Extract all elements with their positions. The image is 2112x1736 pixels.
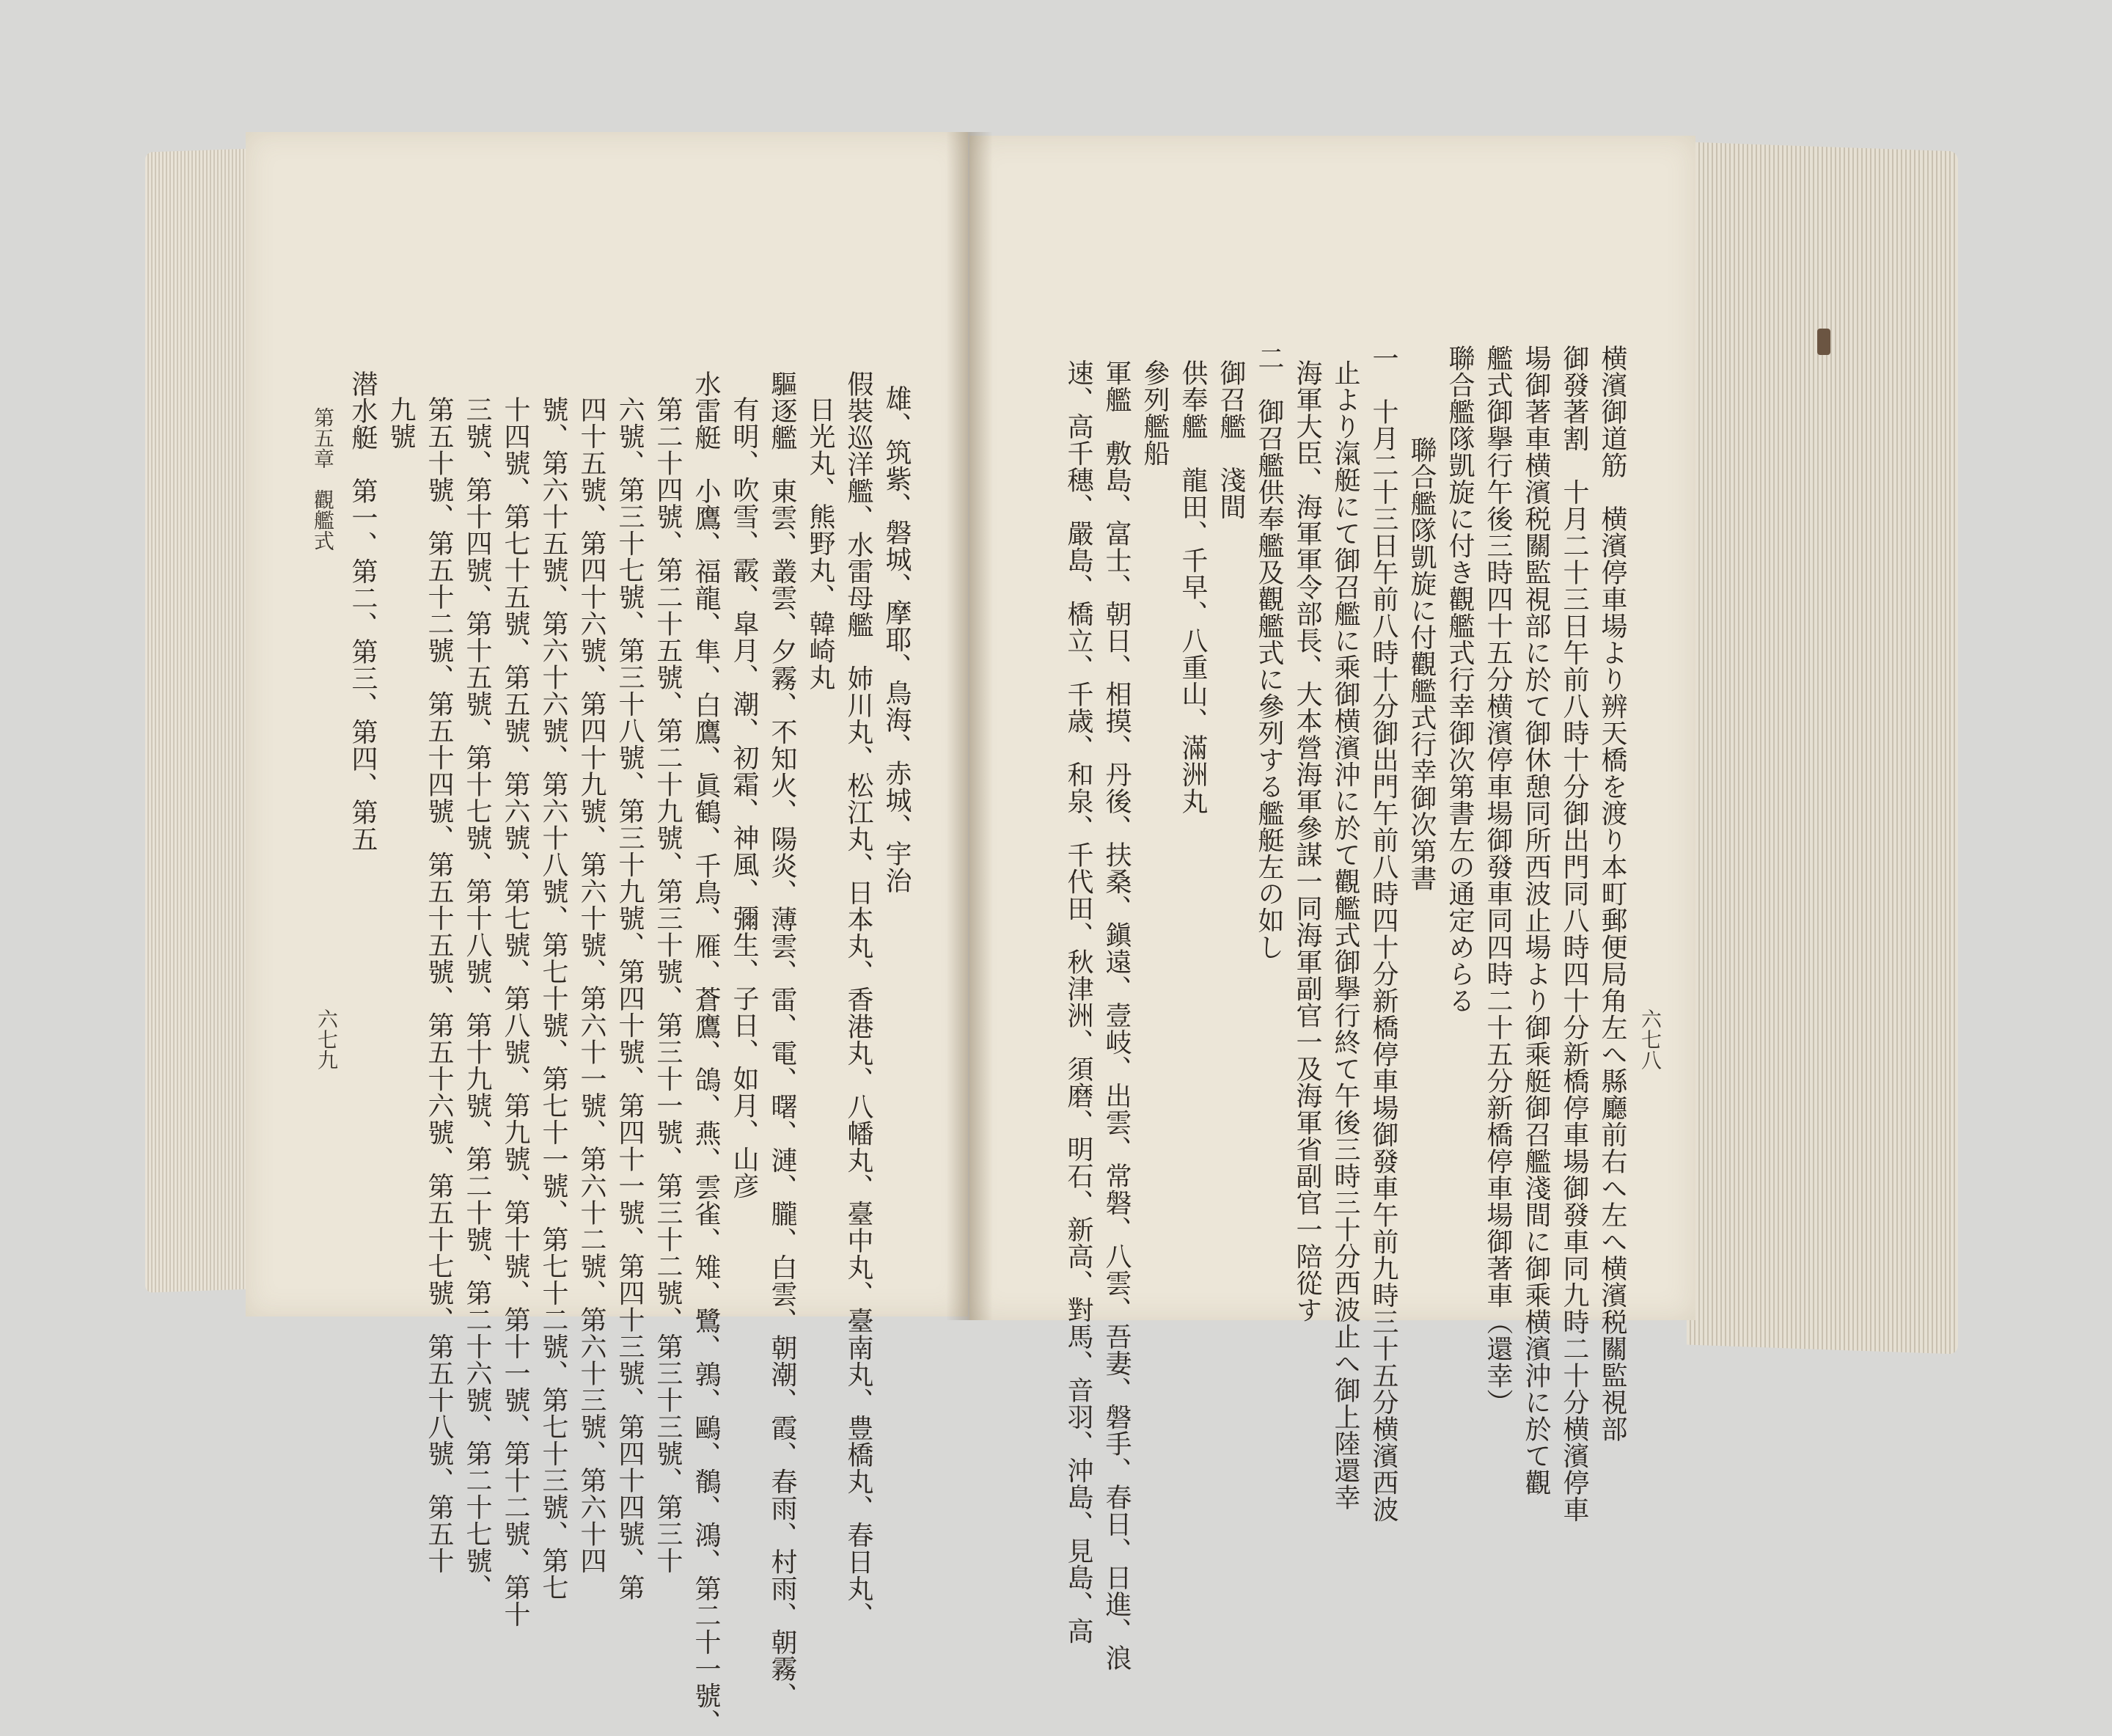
right-line-14: 軍艦 敷島、富士、朝日、相摸、丹後、扶桑、鎭遠、壹岐、出雲、常磐、八雲、吾妻、磐手、春日、日進、浪 (1101, 359, 1132, 1671)
paper-stain (1817, 329, 1830, 355)
left-line-4: 驅逐艦 東雲、叢雲、夕霧、不知火、陽炎、薄雲、雷、電、曙、漣、朧、白雲、朝潮、霞、春雨、村雨、朝霧、 (767, 370, 797, 1709)
right-line-3: 場御著車横濱税關監視部に於て御休憩同所西波止場より御乘艇御召艦淺間に御乘横濱沖に於て觀 (1521, 345, 1551, 1496)
left-line-3: 日光丸、熊野丸、韓崎丸 (805, 396, 835, 691)
left-line-1: 雄、筑紫、磐城、摩耶、鳥海、赤城、宇治 (881, 385, 912, 894)
left-line-5: 有明、吹雪、霰、皐月、潮、初霜、神風、彌生、子日、如月、山彦 (729, 396, 759, 1199)
left-line-7: 第二十四號、第二十五號、第二十九號、第三十號、第三十一號、第三十二號、第三十三號、第三十 (653, 396, 683, 1574)
left-line-8: 六號、第三十七號、第三十八號、第三十九號、第四十號、第四十一號、第四十三號、第四十四號、第 (615, 396, 645, 1601)
right-line-11: 御召艦 淺間 (1216, 359, 1246, 520)
right-line-8: 止より滊艇にて御召艦に乘御横濱沖に於て觀艦式御擧行終て午後三時三十分西波止へ御上陸還幸 (1330, 359, 1360, 1511)
left-running-header: 第五章 觀艦式 (311, 407, 335, 551)
right-line-4: 艦式御擧行午後三時四十五分横濱停車場御發車同四時二十五分新橋停車場御著車（還幸） (1483, 345, 1513, 1415)
left-line-13: 第五十號、第五十二號、第五十四號、第五十五號、第五十六號、第五十七號、第五十八號、第五十 (424, 396, 454, 1574)
right-line-15: 速、高千穗、嚴島、橋立、千歳、和泉、千代田、秋津洲、須磨、明石、新高、對馬、音羽、沖島、見島、高 (1063, 359, 1093, 1644)
right-line-6: 聯合艦隊凱旋に付觀艦式行幸御次第書 (1407, 436, 1437, 892)
right-page-number: 六七八 (1638, 1008, 1662, 1070)
right-line-1: 横濱御道筋 横濱停車場より辨天橋を渡り本町郵便局角左へ縣廳前右へ左へ横濱税關監視部 (1597, 345, 1627, 1443)
left-line-11: 十四號、第七十五號、第五號、第六號、第七號、第八號、第九號、第十號、第十一號、第十二號、第十 (500, 396, 530, 1627)
left-line-15: 潜水艇 第一、第二、第三、第四、第五 (348, 370, 378, 852)
right-line-12: 供奉艦 龍田、千早、八重山、滿洲丸 (1178, 359, 1208, 815)
right-line-13: 參列艦船 (1140, 359, 1170, 466)
right-line-5: 聯合艦隊凱旋に付き觀艦式行幸御次第書左の通定めらる (1445, 345, 1475, 1014)
left-line-12: 三號、第十四號、第十五號、第十七號、第十八號、第十九號、第二十號、第二十六號、第二十七號、 (462, 396, 492, 1601)
left-line-2: 假裝巡洋艦、水雷母艦 姉川丸、松江丸、日本丸、香港丸、八幡丸、臺中丸、臺南丸、豊橋丸、春日丸、 (843, 370, 873, 1629)
book-gutter (946, 132, 993, 1320)
left-page-number: 六七九 (315, 1008, 339, 1070)
right-page-edges (1687, 142, 1958, 1355)
right-line-10: 二 御召艦供奉艦及觀艦式に參列する艦艇左の如し (1254, 345, 1284, 961)
left-line-6: 水雷艇 小鷹、福龍、隼、白鷹、眞鶴、千鳥、雁、蒼鷹、鴿、燕、雲雀、雉、鷺、鶉、鷗、鶺、鴻、第二十一號、 (691, 370, 721, 1736)
right-line-7: 一 十月二十三日午前八時十分御出門午前八時四十分新橋停車場御發車午前九時三十五分横濱西波 (1368, 345, 1398, 1523)
right-line-2: 御發著割 十月二十三日午前八時十分御出門同八時四十分新橋停車場御發車同九時二十分横濱停車 (1559, 345, 1589, 1523)
right-line-9: 海軍大臣、海軍軍令部長、大本營海軍參謀一同海軍副官一及海軍省副官一陪從す (1292, 359, 1322, 1323)
left-line-14: 九號 (386, 396, 416, 450)
left-line-10: 號、第六十五號、第六十六號、第六十八號、第七十號、第七十一號、第七十二號、第七十三號、第七 (538, 396, 568, 1601)
left-line-9: 四十五號、第四十六號、第四十九號、第六十號、第六十一號、第六十二號、第六十三號、第六十四 (576, 396, 606, 1574)
left-page-edges (145, 148, 255, 1292)
